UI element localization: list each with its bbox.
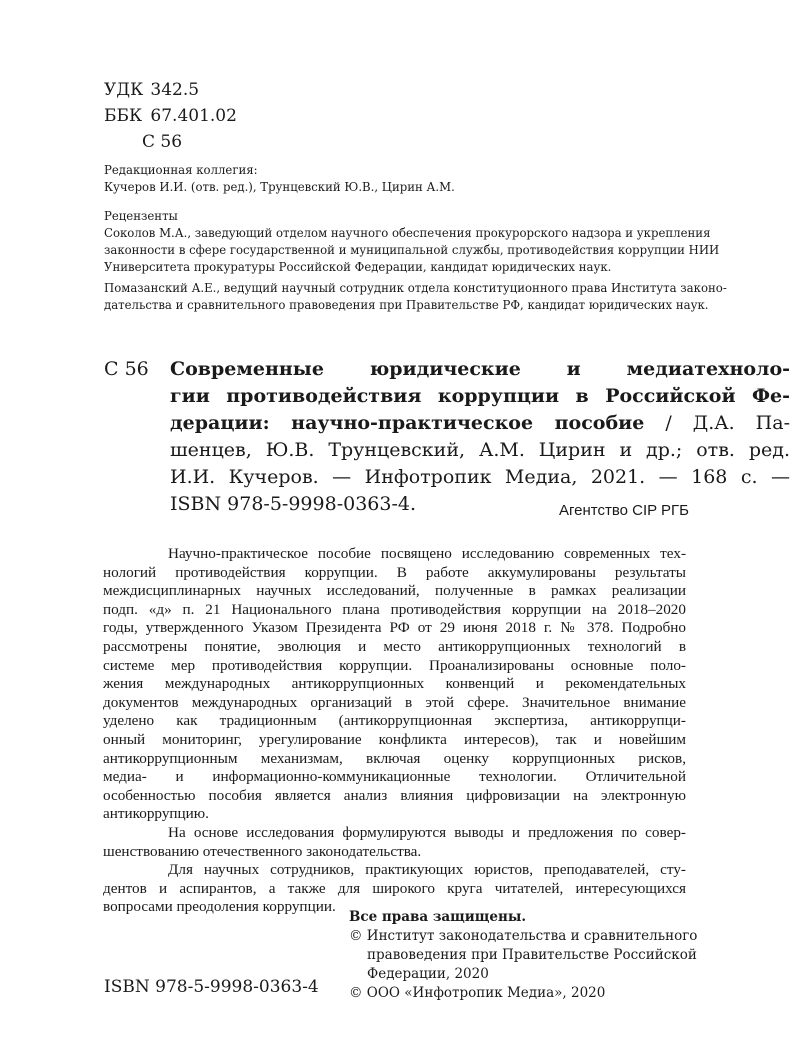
abstract-line: шенствованию отечественного законодательства. bbox=[103, 842, 422, 860]
abstract-line: междисциплинарных научных исследований, полученные в рамках реализации bbox=[103, 582, 686, 600]
rights-heading: Все права защищены. bbox=[349, 909, 527, 925]
abstract-line: рассмотрены понятие, эволюция и место антикоррупционных технологий в bbox=[103, 637, 686, 655]
reviewer1-line: Университета прокуратуры Российской Федерации, кандидат юридических наук. bbox=[104, 260, 612, 274]
abstract-line: жения международных антикоррупционных конвенций и рекомендательных bbox=[103, 675, 686, 693]
copyright-institute: правоведения при Правительстве Российской bbox=[367, 947, 697, 963]
biblio-line: ISBN 978-5-9998-0363-4. bbox=[170, 493, 417, 515]
author-sign: С 56 bbox=[142, 132, 183, 152]
copyright-publisher: © ООО «Инфотропик Медиа», 2020 bbox=[349, 985, 606, 1001]
abstract-line: медиа- и информационно-коммуникационные технологии. Отличительной bbox=[103, 768, 686, 786]
cip-agency: Агентство CIP РГБ bbox=[558, 502, 689, 519]
abstract-line: особенностью пособия является анализ влияния цифровизации на электронную bbox=[103, 786, 686, 804]
reviewer-2 bbox=[104, 280, 727, 314]
reviewers bbox=[104, 208, 720, 276]
biblio-line bbox=[170, 383, 790, 410]
biblio-authors: / Д.А. Па- bbox=[644, 412, 790, 434]
bbk-row bbox=[104, 103, 237, 129]
reviewer2-line: Помазанский А.Е., ведущий научный сотрудник отдела конституционного права Института законо- bbox=[104, 281, 727, 295]
abstract-line: онный мониторинг, урегулирование конфликта интересов), так и новейшим bbox=[103, 730, 686, 748]
abstract-line: антикоррупцию. bbox=[103, 805, 209, 823]
biblio-line bbox=[170, 356, 790, 383]
udk-value: 342.5 bbox=[150, 80, 200, 100]
classification-codes bbox=[104, 77, 237, 155]
abstract-line: Для научных сотрудников, практикующих юристов, преподавателей, сту- bbox=[168, 861, 686, 879]
abstract-line: документов международных организаций в этой сфере. Значительное внимание bbox=[103, 693, 686, 711]
abstract-line: нологий противодействия коррупции. В работе аккумулированы результаты bbox=[103, 563, 686, 581]
biblio-code: С 56 bbox=[104, 358, 149, 380]
abstract-line: антикоррупционным механизмам, включая оценку коррупционных рисков, bbox=[103, 749, 686, 767]
abstract-line: дентов и аспирантов, а также для широкого круга читателей, интересующихся bbox=[103, 879, 686, 897]
abstract-line: годы, утвержденного Указом Президента РФ от 29 июня 2018 г. № 378. Подробно bbox=[103, 619, 686, 637]
biblio-body bbox=[170, 356, 790, 518]
udk-row bbox=[104, 77, 237, 103]
rights-block bbox=[349, 908, 697, 1003]
abstract bbox=[103, 545, 686, 917]
abstract-line: Научно-практическое пособие посвящено исследованию современных тех- bbox=[168, 545, 686, 562]
reviewers-heading: Рецензенты bbox=[104, 209, 178, 223]
reviewer1-line: Соколов М.А., заведующий отделом научного обеспечения прокурорского надзора и укрепления bbox=[104, 226, 711, 240]
editorial-board bbox=[104, 162, 689, 196]
bbk-label: ББК bbox=[104, 106, 143, 126]
abstract-line: вопросами преодоления коррупции. bbox=[103, 898, 336, 916]
editorial-members: Кучеров И.И. (отв. ред.), Трунцевский Ю.В., Цирин А.М. bbox=[104, 180, 455, 194]
biblio-line: шенцев, Ю.В. Трунцевский, А.М. Цирин и др.; отв. ред. bbox=[170, 439, 790, 461]
reviewer2-line: дательства и сравнительного правоведения при Правительстве РФ, кандидат юридических наук. bbox=[104, 298, 709, 312]
abstract-line: подп. «д» п. 21 Национального плана противодействия коррупции на 2018–2020 bbox=[103, 600, 686, 618]
abstract-line: системе мер противодействия коррупции. Проанализированы основные поло- bbox=[103, 656, 686, 674]
abstract-line: уделено как традиционным (антикоррупционная экспертиза, антикоррупци- bbox=[103, 712, 686, 730]
abstract-line: На основе исследования формулируются выводы и предложения по совер- bbox=[168, 823, 686, 841]
bbk-value: 67.401.02 bbox=[150, 106, 237, 126]
copyright-institute: Федерации, 2020 bbox=[367, 966, 489, 982]
udk-label: УДК bbox=[104, 80, 144, 100]
biblio-title: Современные юридические и медиатехноло- bbox=[170, 358, 790, 380]
biblio-line: И.И. Кучеров. — Инфотропик Медиа, 2021. — 168 с. — bbox=[170, 466, 790, 488]
biblio-title: дерации: научно-практическое пособие bbox=[170, 412, 645, 434]
editorial-heading: Редакционная коллегия: bbox=[104, 163, 258, 177]
reviewer1-line: законности в сфере государственной и муниципальной службы, противодействия коррупции НИИ bbox=[104, 243, 720, 257]
copyright-institute: © Институт законодательства и сравнительного bbox=[349, 928, 698, 944]
biblio-title: гии противодействия коррупции в Российской Фе- bbox=[170, 385, 790, 407]
isbn: ISBN 978-5-9998-0363-4 bbox=[104, 977, 319, 997]
biblio-line bbox=[170, 410, 790, 437]
